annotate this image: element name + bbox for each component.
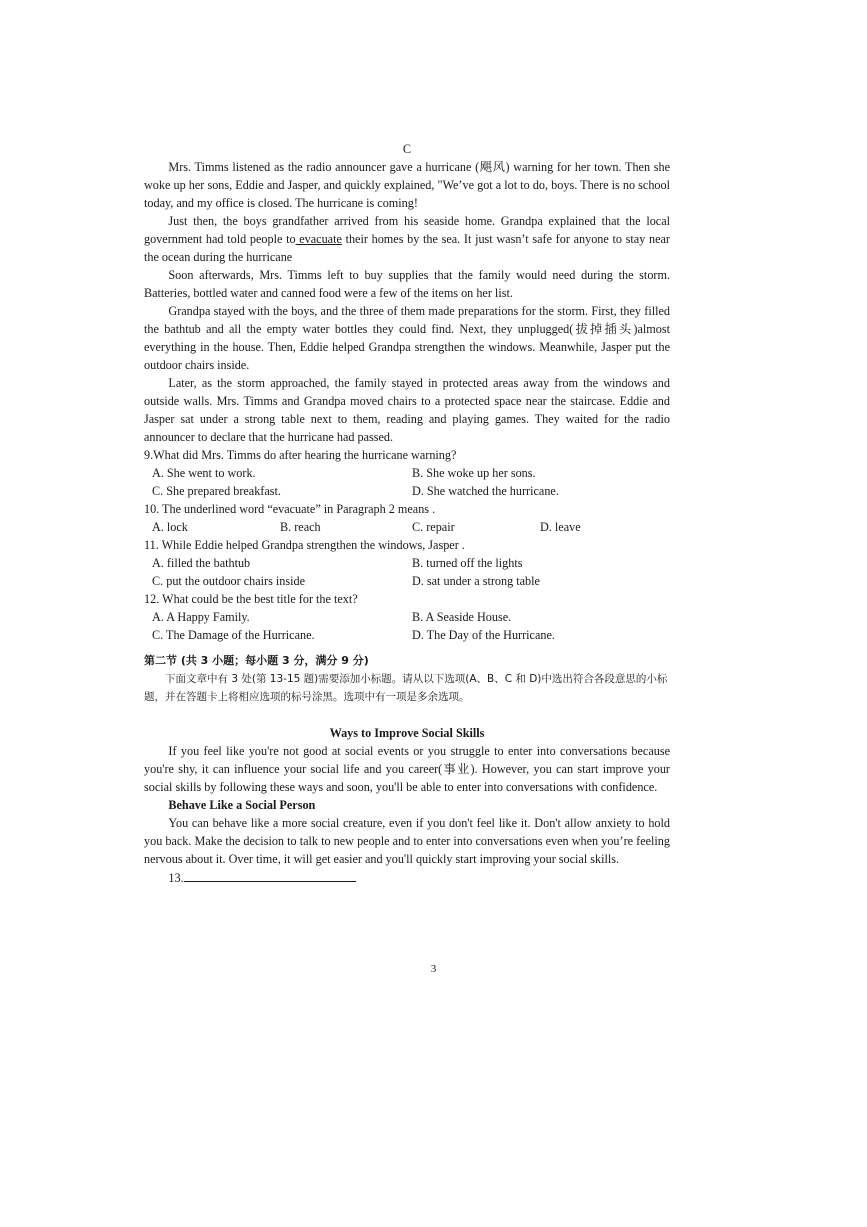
- question-9: [144, 446, 670, 500]
- option-d: D. The Day of the Hurricane.: [412, 628, 555, 642]
- option-a: A. lock: [152, 520, 188, 534]
- option-c: C. The Damage of the Hurricane.: [152, 628, 315, 642]
- passage-paragraph-3: Soon afterwards, Mrs. Timms left to buy supplies that the family would need during the storm. Batteries, bottled water and canned food were a few of the items on her list.: [144, 268, 670, 300]
- option-a: A. She went to work.: [152, 466, 256, 480]
- section-2-heading: 第二节 (共 3 小题；每小题 3 分，满分 9 分): [144, 654, 369, 667]
- section-2-instruction: 下面文章中有 3 处(第 13-15 题)需要添加小标题。请从以下选项(A、B、C 和 D)中选出符合各段意思的小标题，并在答题卡上将相应选项的标号涂黑。选项中有一项是多余选项。: [144, 673, 668, 703]
- option-a: A. A Happy Family.: [152, 610, 250, 624]
- answer-blank-13: [144, 868, 670, 887]
- option-b: B. A Seaside House.: [412, 610, 512, 624]
- article-title: Ways to Improve Social Skills: [329, 726, 485, 740]
- part-letter: C: [402, 142, 412, 156]
- passage-paragraph-4: Grandpa stayed with the boys, and the three of them made preparations for the storm. First, they filled the bathtub and all the empty water bottles they could find. Next, they unplugged(拔掉插头)almost everything in the house. Then, Eddie helped Grandpa strengthen the windows. Meanwhile, Jasper put the outdoor chairs inside.: [144, 304, 670, 372]
- question-stem: 11. While Eddie helped Grandpa strengthen the windows, Jasper .: [144, 538, 465, 552]
- option-c: C. put the outdoor chairs inside: [152, 574, 305, 588]
- question-stem: 9.What did Mrs. Timms do after hearing the hurricane warning?: [144, 448, 457, 462]
- passage-paragraph-5: Later, as the storm approached, the family stayed in protected areas away from the windows and outside walls. Mrs. Timms and Grandpa moved chairs to a protected space near the staircase. Eddie and Jasper sat under a strong table next to them, reading and playing games. They waited for the radio announcer to declare that the hurricane had passed.: [144, 376, 670, 444]
- option-a: A. filled the bathtub: [152, 556, 251, 570]
- passage-paragraph-2: [144, 212, 670, 266]
- question-12: [144, 590, 670, 644]
- passage-paragraph-1: Mrs. Timms listened as the radio announcer gave a hurricane (飓风) warning for her town. Then she woke up her sons, Eddie and Jasper, and quickly explained, "We’ve got a lot to do, boys. There is no school today, and my office is closed. The hurricane is coming!: [144, 160, 670, 210]
- blank-line: [184, 868, 356, 882]
- article-subheading: Behave Like a Social Person: [168, 798, 316, 812]
- question-11: [144, 536, 670, 590]
- question-10: [144, 500, 670, 536]
- passage-p2-after: their homes by the sea. It just wasn’t safe for anyone to stay near the ocean during the hurricane: [144, 232, 670, 264]
- passage-p2-before: Just then, the boys grandfather arrived from his seaside home. Grandpa explained that the local government had told people to: [144, 214, 670, 246]
- blank-label: 13.: [168, 871, 184, 885]
- page-number: 3: [430, 963, 437, 975]
- option-c: C. repair: [412, 520, 455, 534]
- option-c: C. She prepared breakfast.: [152, 484, 281, 498]
- option-d: D. sat under a strong table: [412, 574, 540, 588]
- option-d: D. She watched the hurricane.: [412, 484, 559, 498]
- article-body: You can behave like a more social creature, even if you don't feel like it. Don't allow anxiety to hold you back. Make the decision to talk to new people and to enter into conversations even when you’re feeling nervous about it. Over time, it will get easier and you'll quickly start improving your social skills.: [144, 816, 670, 866]
- article-intro: If you feel like you're not good at social events or you struggle to enter into conversations because you're shy, it can influence your social life and you career(事业). However, you can start improve your social skills by following these ways and soon, you'll be able to enter into conversations with confidence.: [144, 744, 670, 794]
- option-b: B. reach: [280, 520, 321, 534]
- option-b: B. She woke up her sons.: [412, 466, 536, 480]
- question-stem: 10. The underlined word “evacuate” in Paragraph 2 means .: [144, 502, 436, 516]
- underlined-word-evacuate: evacuate: [295, 232, 342, 246]
- document-page: [144, 140, 670, 887]
- option-b: B. turned off the lights: [412, 556, 523, 570]
- option-d: D. leave: [540, 520, 581, 534]
- question-stem: 12. What could be the best title for the text?: [144, 592, 358, 606]
